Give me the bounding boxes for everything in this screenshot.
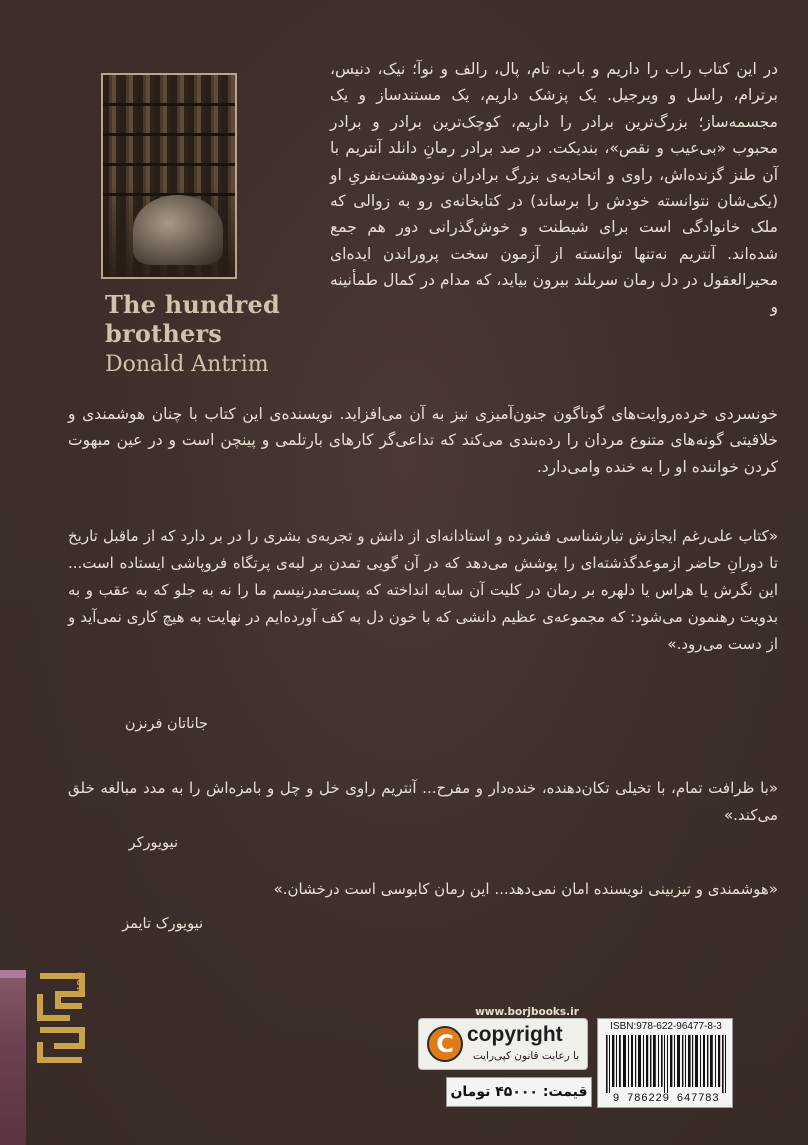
copyright-note: با رعایت قانون کپی‌رایت: [472, 1050, 580, 1062]
isbn-barcode-box: [597, 1018, 733, 1108]
quote-nyt: «هوشمندی و تیزبینی نویسنده امان نمی‌دهد... این رمان کابوسی است درخشان.»: [273, 880, 778, 898]
blurb-intro: در این کتاب راب را داریم و باب، تام، پال، رالف و نوآ؛ نیک، دنیس، برترام، راسل و ویرجیل. یک پزشک داریم، یک مستندساز و یک مجسمه‌ساز؛ بزرگ‌ترین برادر را داریم، کوچک‌ترین برادر و برادر محبوب «بی‌عیب و نقص»، بندیکت. در صد برادر رمانِ دانلد آنتریم با آن طنز گزنده‌اش، راوی و اتحادیه‌ی بزرگ برادران نودوهشت‌نفریِ او (یکی‌شان نتوانسته خودش را برساند) در کتابخانه‌ی رو به زوالی که ملک خانوادگی است برای شیطنت و خوش‌گذرانی دور هم جمع شده‌اند. آنتریم نه‌تنها توانسته از آزمون سخت پروراندن ایده‌ای محیرالعقول در دل رمان سربلند بیرون بیاید، که مدام در کمال طمأنینه و: [330, 60, 778, 316]
cover-photo: [101, 73, 237, 279]
logo-tag: BORJ: [75, 972, 84, 999]
book-author: Donald Antrim: [105, 352, 269, 377]
copyright-word: copyright: [467, 1023, 563, 1046]
copyright-badge: [418, 1018, 588, 1070]
quote-source-new-yorker: نیویورکر: [128, 835, 178, 851]
quote-source-franzen: جاناتان فرنزن: [124, 716, 208, 732]
title-line-2: brothers: [105, 319, 222, 348]
book-title: [105, 290, 305, 348]
quote-source-nyt: نیویورک تایمز: [122, 916, 203, 932]
barcode-icon: [604, 1035, 728, 1093]
quote-new-yorker: «با ظرافت تمام، با تخیلی تکان‌دهنده، خنده‌دار و مفرح... آنتریم راوی خل و چل و بامزه‌اش را به مدد مبالغه خلق می‌کند.»: [68, 779, 778, 824]
spine-edge: [0, 970, 26, 1145]
blurb-continued: خونسردی خرده‌روایت‌های گوناگون جنون‌آمیزی نیز به آن می‌افزاید. نویسنده‌ی این کتاب با چنان هوشمندی و خلاقیتی گونه‌های متنوع مردان را رده‌بندی می‌کند که تداعی‌گر کارهای بارتلمی و پینچن است و در عین مبهوت کردن خواننده او را به خنده وامی‌دارد.: [68, 405, 778, 476]
isbn-label: ISBN:978-622-96477-8-3: [610, 1021, 722, 1032]
sleeping-figure-image: [133, 195, 223, 265]
publisher-website[interactable]: www.borjbooks.ir: [475, 1006, 579, 1018]
barcode-number: 9 786229 647783: [612, 1093, 720, 1105]
quote-franzen: «کتاب علی‌رغم ایجازش تبارشناسی فشرده و استادانه‌ای از دانش و تجربه‌ی بشری را در بر دارد که از ماقبل تاریخ تا دورانِ حاضر ازموعدگذشته‌ای را پوشش می‌دهد که در آن گویی تمدن بر لبه‌ی پرتگاه فروپاشی ایستاده است... این نگرش یا هراس یا دلهره بر رمان در کلیت آن سایه انداخته که پست‌مدرنیسم ما را نه به جلو که به عقب و به بدویت رهنمون می‌شود: که مجموعه‌ی عظیم دانشی که با خون دل به کف آورده‌ایم در نهایت به هیچ کاری نمی‌آید و از دست می‌رود.»: [68, 527, 778, 653]
title-line-1: The hundred: [105, 290, 280, 319]
price-label: قیمت: ۴۵۰۰۰ تومان: [446, 1077, 592, 1107]
copyright-icon: C: [427, 1026, 463, 1062]
